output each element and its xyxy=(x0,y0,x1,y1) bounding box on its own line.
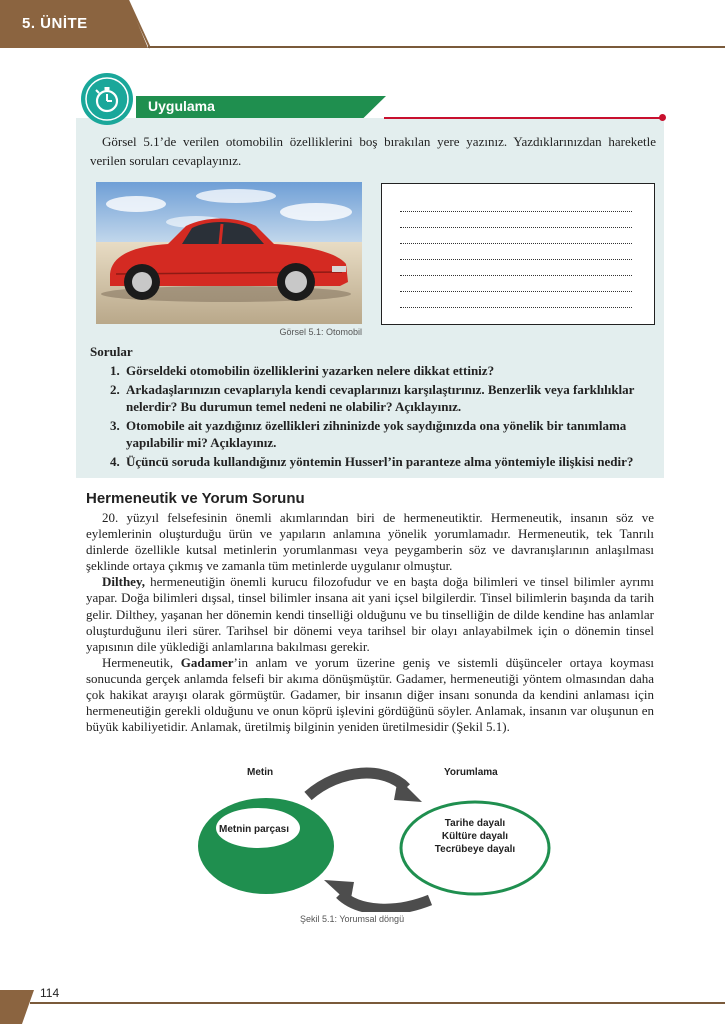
answer-writing-box[interactable] xyxy=(381,183,655,325)
arrow-top xyxy=(308,773,406,796)
diagram-right-line: Tecrübeye dayalı xyxy=(434,844,516,855)
answer-line[interactable] xyxy=(400,307,632,308)
questions-title: Sorular xyxy=(90,344,133,359)
page-number: 114 xyxy=(40,986,60,1000)
name-dilthey: Dilthey, xyxy=(102,574,145,590)
questions-list xyxy=(110,362,650,472)
question-number: 4. xyxy=(110,454,120,469)
diagram-right-line: Tarihe dayalı xyxy=(444,818,506,829)
paragraph-text: Hermeneutik, xyxy=(102,654,181,670)
application-instructions: Görsel 5.1’de verilen otomobilin özelliklerini boş bırakılan yere yazınız. Yazdıklarınızdan hareketle verilen soruları cevaplayınız. xyxy=(90,134,656,168)
diagram-text-part: Metnin parçası xyxy=(219,824,290,835)
arrow-bottom xyxy=(340,894,430,909)
paragraph xyxy=(86,655,654,735)
answer-line[interactable] xyxy=(400,275,632,276)
question-text: Üçüncü soruda kullandığınız yöntemin Husserl’in paranteze alma yöntemiyle ilişkisi nedir? xyxy=(126,454,634,469)
answer-line[interactable] xyxy=(400,211,632,212)
answer-line[interactable] xyxy=(400,243,632,244)
answer-line[interactable] xyxy=(400,227,632,228)
question-number: 1. xyxy=(110,363,120,378)
answer-line[interactable] xyxy=(400,259,632,260)
question-number: 3. xyxy=(110,418,120,433)
question-number: 2. xyxy=(110,382,120,397)
name-gadamer: Gadamer xyxy=(180,654,234,670)
application-red-rule xyxy=(384,117,662,119)
application-title: Uygulama xyxy=(148,98,215,114)
image-caption: Görsel 5.1: Otomobil xyxy=(279,327,362,337)
footer-tab xyxy=(0,986,36,1024)
car-photo xyxy=(96,182,362,324)
unit-label: 5. ÜNİTE xyxy=(22,15,88,32)
section-title: Hermeneutik ve Yorum Sorunu xyxy=(86,490,305,507)
question-text: Görseldeki otomobilin özelliklerini yazarken nelere dikkat ettiniz? xyxy=(126,363,495,378)
paragraph xyxy=(86,574,654,654)
application-red-dot xyxy=(659,114,666,121)
diagram-right-line: Kültüre dayalı xyxy=(441,831,509,842)
header-rule xyxy=(148,46,725,48)
diagram-label-yorumlama: Yorumlama xyxy=(444,767,498,778)
question-item xyxy=(110,417,650,451)
footer-rule xyxy=(30,1002,725,1004)
answer-line[interactable] xyxy=(400,291,632,292)
question-item xyxy=(110,453,650,470)
diagram-label-metin: Metin xyxy=(247,767,274,778)
paragraph-text: hermeneutiğin önemli kurucu filozofudur ve en başta doğa bilimleri ve tinsel bilimler ayrımı yapar. Doğa bilimleri dışsal, tinsel bilimler insana ait yani içsel bilgilerdir. Tinsel bilimlerin başında da tarih gelir. Dilthey, yaşanan her dönemin kendi tinselliği olduğunu ve bu tinselliğin de dilde kendine has anlamlar oluşturduğunu ileri sürer. Tarihsel bir dönemi veya tarihsel bir olayı anlayabilmek için o dönemin tinsel yapısının dile yüklediği anlamlarına bakılması gerekir. xyxy=(86,574,654,654)
paragraph-text: ’in anlam ve yorum üzerine geniş ve sistemli düşünceler ortaya koyması sonucunda gerçek anlamda felsefi bir akıma dönüşmüştür. Gadamer, hermeneutiği yöntem olmasından daha çok hakikat arayışı olarak görmüştür. Gadamer, bir insanın diğer insanı sonunda da kendini anlaması için hermeneutiğin gerekli olduğunu ve onun köprü işlevini gördüğünü söyler. Anlamak, insanın var oluşunun en büyük kabiliyetidir. Anlamak, üretilmiş bilginin yeniden üretilmesidir (Şekil 5.1). xyxy=(86,654,654,735)
question-item xyxy=(110,381,650,415)
question-text: Arkadaşlarınızın cevaplarıyla kendi cevaplarınızı karşılaştırınız. Benzerlik veya farklılıklar nelerdir? Bu durumun temel nedeni ne olabilir? Açıklayınız. xyxy=(126,382,635,414)
paragraph: 20. yüzyıl felsefesinin önemli akımlarından biri de hermeneutiktir. Hermeneutik, insanın söz ve eylemlerinin oluşturduğu ürün ve yapıların anlamına yönelik yorumlamadır. Hermeneutik, tek Tanrılı dinlerde özellikle kutsal metinlerin yorumlanması veya peygamberin söz ve davranışlarının anlaşılması şeklinde ortaya çıkmış ve zamanla tüm metinlerde uygulanır olmuştur. xyxy=(86,510,654,574)
question-item xyxy=(110,362,650,379)
figure-caption: Şekil 5.1: Yorumsal döngü xyxy=(300,914,405,924)
question-text: Otomobile ait yazdığınız özellikleri zihninizde yok saydığınızda ona yönelik bir tanımlama yapılabilir mi? Açıklayınız. xyxy=(126,418,627,450)
stopwatch-icon xyxy=(80,72,134,126)
section-body xyxy=(86,510,654,735)
